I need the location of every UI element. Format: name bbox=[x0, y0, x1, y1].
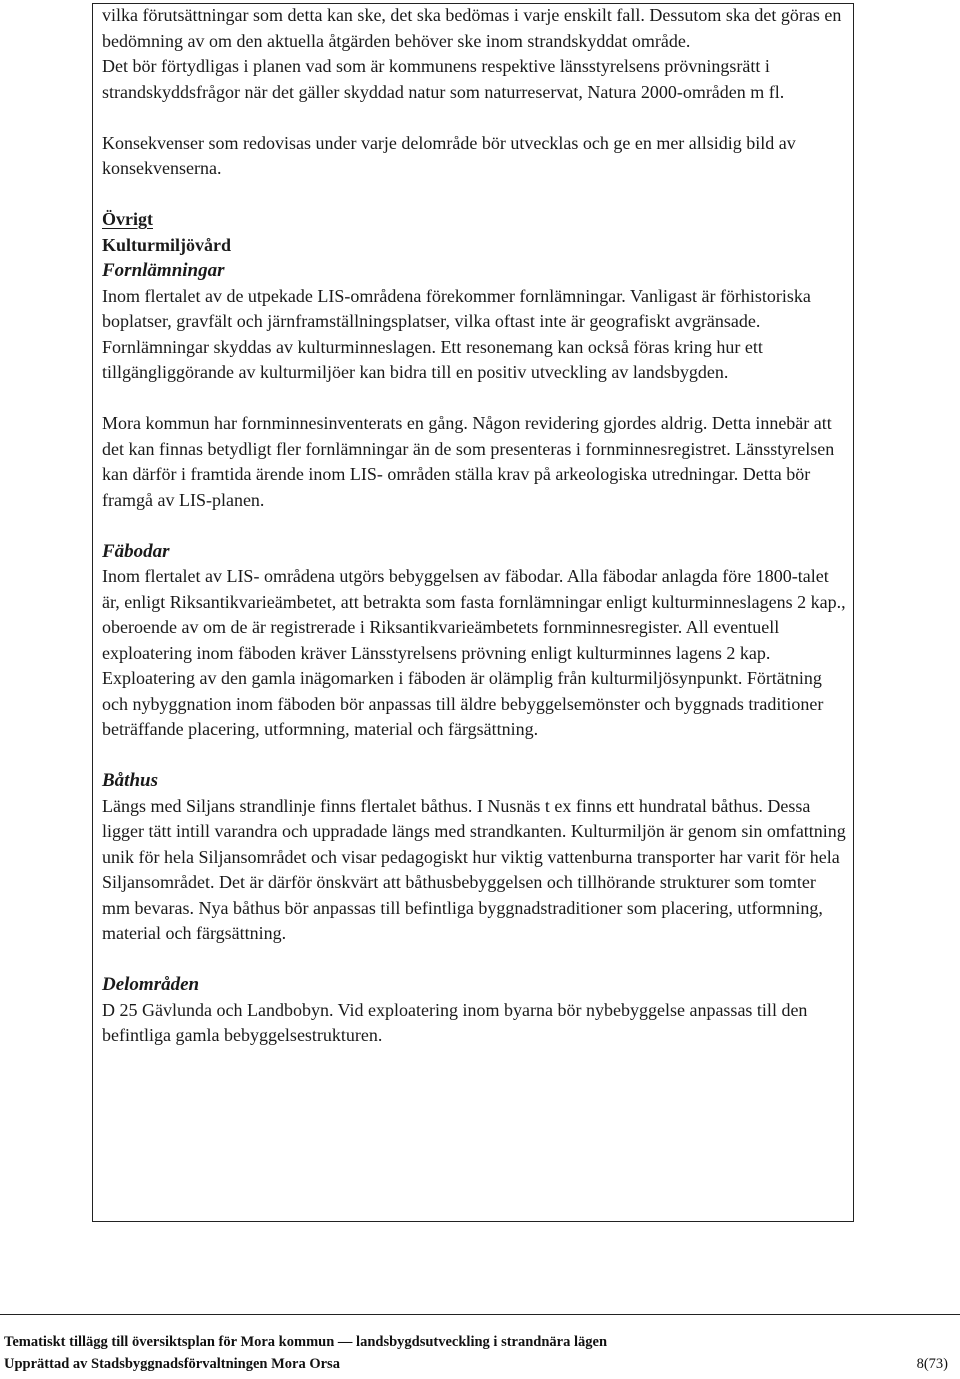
paragraph-bathus: Längs med Siljans strandlinje finns flertalet båthus. I Nusnäs t ex finns ett hundratal båthus. Dessa ligger tätt intill varandra och uppradade längs med strandkanten. Kulturmiljön är genom sin omfattning unik för hela Siljansområdet och visar pedagogiskt hur viktig vattenburna transporter har varit för hela Siljansområdet. Det är därför önskvärt att båthusbebyggelsen och tillhörande strukturer som tomter mm bevaras. Nya båthus bör anpassas till befintliga byggnadstraditioner som placering, utformning, material och färgsättning. bbox=[102, 795, 846, 943]
heading-fabodar: Fäbodar bbox=[102, 540, 170, 562]
paragraph-delomraden: D 25 Gävlunda och Landbobyn. Vid exploatering inom byarna bör nybebyggelse anpassas till den befintliga gamla bebyggelsestrukturen. bbox=[102, 999, 808, 1045]
footer-meta bbox=[4, 1356, 948, 1373]
heading-fornlamningar: Fornlämningar bbox=[102, 260, 225, 281]
footer-rule bbox=[0, 1314, 960, 1315]
heading-bathus: Båthus bbox=[102, 770, 158, 791]
paragraph-provningsratt: Det bör förtydligas i planen vad som är kommunens respektive länsstyrelsens prövningsrätt i strandskyddsfrågor när det gäller skyddad natur som naturreservat, Natura 2000-områden m fl. bbox=[102, 56, 785, 102]
heading-delomraden: Delområden bbox=[102, 974, 200, 995]
footer-author: Upprättad av Stadsbyggnadsförvaltningen Mora Orsa bbox=[4, 1356, 340, 1372]
paragraph-strandskydd-intro: vilka förutsättningar som detta kan ske, det ska bedömas i varje enskilt fall. Dessutom ska det göras en bedömning av om den aktuella åtgärden behöver ske inom strandskyddat område. bbox=[102, 5, 842, 51]
page-number: 8(73) bbox=[916, 1356, 948, 1372]
paragraph-fornlamningar-2: Mora kommun har fornminnesinventerats en gång. Någon revidering gjordes aldrig. Detta innebär att det kan finnas betydligt fler fornlämningar än de som presenteras i fornminnesregistret. Länsstyrelsen kan därför i framtida ärende inom LIS- områden ställa krav på arkeologiska utredningar. Detta bör framgå av LIS-planen. bbox=[102, 413, 835, 510]
document-body bbox=[102, 3, 848, 1049]
footer-title: Tematiskt tillägg till översiktsplan för Mora kommun — landsbygdsutveckling i strandnära lägen bbox=[4, 1334, 608, 1350]
paragraph-fabodar: Inom flertalet av LIS- områdena utgörs bebyggelsen av fäbodar. Alla fäbodar anlagda före 1800-talet är, enligt Riksantikvarieämbetet, att betrakta som fasta fornlämningar enligt kulturminneslagens 2 kap., oberoende av om de är registrerade i Riksantikvarieämbetets fornminnesregister. All eventuell exploatering inom fäboden kräver Länsstyrelsens prövning enligt kulturminnes lagens 2 kap. Exploatering av den gamla inägomarken i fäboden är olämplig från kulturmiljösynpunkt. Förtätning och nybyggnation inom fäboden bör anpassas till äldre bebyggelsemönster och byggnads traditioner beträffande placering, utformning, material och färgsättning. bbox=[102, 566, 846, 739]
paragraph-konsekvenser: Konsekvenser som redovisas under varje delområde bör utvecklas och ge en mer allsidig bild av konsekvenserna. bbox=[102, 132, 796, 178]
paragraph-fornlamningar-1: Inom flertalet av de utpekade LIS-områdena förekommer fornlämningar. Vanligast är förhistoriska boplatser, gravfält och järnframställningsplatser, vilka oftast inte är geografiskt avgränsade. Fornlämningar skyddas av kulturminneslagen. Ett resonemang kan också föras kring hur ett tillgängliggörande av kulturmiljöer kan bidra till en positiv utveckling av landsbygden. bbox=[102, 285, 811, 382]
heading-kulturmiljovard: Kulturmiljövård bbox=[102, 234, 231, 255]
heading-ovrigt: Övrigt bbox=[102, 209, 153, 229]
